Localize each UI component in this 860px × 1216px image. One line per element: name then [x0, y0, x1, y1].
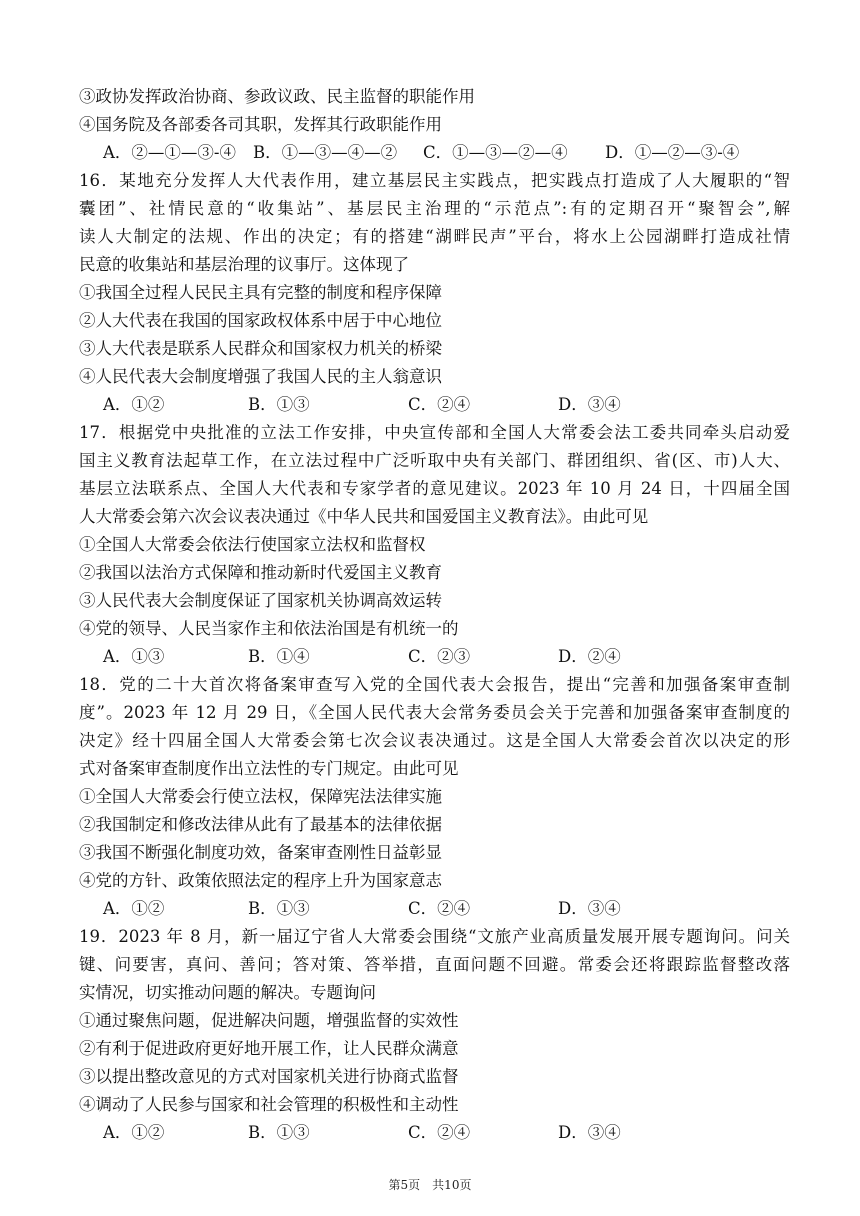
q18-option-c: C．②④ — [408, 899, 471, 918]
q17-option-c: C．②③ — [408, 647, 471, 666]
q18-item-2: ②我国制定和修改法律从此有了最基本的法律依据 — [79, 815, 442, 834]
q17-stem-line: 基层立法联系点、全国人大代表和专家学者的意见建议。2023 年 10 月 24 日，十四届全国 — [79, 479, 790, 498]
q19-stem-line: 19．2023 年 8 月，新一届辽宁省人大常委会围绕“文旅产业高质量发展开展专题询问。问关 — [79, 927, 790, 946]
q19-item-4: ④调动了人民参与国家和社会管理的积极性和主动性 — [79, 1095, 459, 1114]
q16-option-d: D．③④ — [558, 395, 621, 414]
q17-option-b: B．①④ — [248, 647, 310, 666]
q18-item-1: ①全国人大常委会行使立法权，保障宪法法律实施 — [79, 787, 442, 806]
q16-stem-line: 读人大制定的法规、作出的决定；有的搭建“湖畔民声”平台，将水上公园湖畔打造成社情 — [79, 227, 790, 246]
q17-stem-line: 17．根据党中央批准的立法工作安排，中央宣传部和全国人大常委会法工委共同牵头启动爱 — [79, 423, 790, 442]
q16-stem-line: 16．某地充分发挥人大代表作用，建立基层民主实践点，把实践点打造成了人大履职的“智 — [79, 171, 790, 190]
page-number-footer: 第5页 共10页 — [388, 1178, 472, 1192]
q18-option-a: A．①② — [103, 899, 165, 918]
q19-option-d: D．③④ — [558, 1123, 621, 1142]
q16-item-2: ②人大代表在我国的国家政权体系中居于中心地位 — [79, 311, 442, 330]
q15-option-b: B．①—③—④—② — [253, 143, 398, 162]
q19-stem-line: 实情况，切实推动问题的解决。专题询问 — [79, 983, 376, 1002]
q15-item-3: ③政协发挥政治协商、参政议政、民主监督的职能作用 — [79, 87, 475, 106]
q17-option-a: A．①③ — [103, 647, 165, 666]
q17-option-d: D．②④ — [558, 647, 621, 666]
q18-stem-line: 度”。2023 年 12 月 29 日，《全国人民代表大会常务委员会关于完善和加强备案审查制度的 — [79, 703, 790, 722]
q19-item-2: ②有利于促进政府更好地开展工作，让人民群众满意 — [79, 1039, 459, 1058]
q16-stem-line: 囊团”、社情民意的“收集站”、基层民主治理的“示范点”:有的定期召开“聚智会”,解 — [79, 199, 790, 218]
q15-options — [103, 143, 790, 163]
q18-options — [103, 899, 790, 919]
q18-option-d: D．③④ — [558, 899, 621, 918]
q15-option-a: A．②—①—③-④ — [103, 143, 236, 162]
q16-item-3: ③人大代表是联系人民群众和国家权力机关的桥梁 — [79, 339, 442, 358]
q19-option-a: A．①② — [103, 1123, 165, 1142]
q16-options — [103, 395, 790, 415]
q18-item-4: ④党的方针、政策依照法定的程序上升为国家意志 — [79, 871, 442, 890]
q17-stem-line: 国主义教育法起草工作，在立法过程中广泛听取中央有关部门、群团组织、省(区、市)人大、 — [79, 451, 790, 470]
q18-stem-line: 决定》经十四届全国人大常委会第七次会议表决通过。这是全国人大常委会首次以决定的形 — [79, 731, 790, 750]
q15-item-4: ④国务院及各部委各司其职，发挥其行政职能作用 — [79, 115, 442, 134]
q18-stem-line: 18．党的二十大首次将备案审查写入党的全国代表大会报告，提出“完善和加强备案审查制 — [79, 675, 790, 694]
q19-option-b: B．①③ — [248, 1123, 310, 1142]
q15-option-d: D．①—②—③-④ — [605, 143, 740, 162]
q18-item-3: ③我国不断强化制度功效，备案审查刚性日益彰显 — [79, 843, 442, 862]
q19-item-1: ①通过聚焦问题，促进解决问题，增强监督的实效性 — [79, 1011, 459, 1030]
q16-option-a: A．①② — [103, 395, 165, 414]
q17-item-4: ④党的领导、人民当家作主和依法治国是有机统一的 — [79, 619, 459, 638]
q17-item-1: ①全国人大常委会依法行使国家立法权和监督权 — [79, 535, 426, 554]
q19-options — [103, 1123, 790, 1143]
q19-item-3: ③以提出整改意见的方式对国家机关进行协商式监督 — [79, 1067, 459, 1086]
q15-option-c: C．①—③—②—④ — [423, 143, 568, 162]
q16-item-4: ④人民代表大会制度增强了我国人民的主人翁意识 — [79, 367, 442, 386]
q17-item-3: ③人民代表大会制度保证了国家机关协调高效运转 — [79, 591, 442, 610]
q18-stem-line: 式对备案审查制度作出立法性的专门规定。由此可见 — [79, 759, 459, 778]
q18-option-b: B．①③ — [248, 899, 310, 918]
q16-stem-line: 民意的收集站和基层治理的议事厅。这体现了 — [79, 255, 409, 274]
q16-option-c: C．②④ — [408, 395, 471, 414]
q16-option-b: B．①③ — [248, 395, 310, 414]
q17-options — [103, 647, 790, 667]
q19-stem-line: 键、问要害，真问、善问；答对策、答举措，直面问题不回避。常委会还将跟踪监督整改落 — [79, 955, 790, 974]
q16-item-1: ①我国全过程人民民主具有完整的制度和程序保障 — [79, 283, 442, 302]
q19-option-c: C．②④ — [408, 1123, 471, 1142]
q17-stem-line: 人大常委会第六次会议表决通过《中华人民共和国爱国主义教育法》。由此可见 — [79, 507, 649, 526]
q17-item-2: ②我国以法治方式保障和推动新时代爱国主义教育 — [79, 563, 442, 582]
